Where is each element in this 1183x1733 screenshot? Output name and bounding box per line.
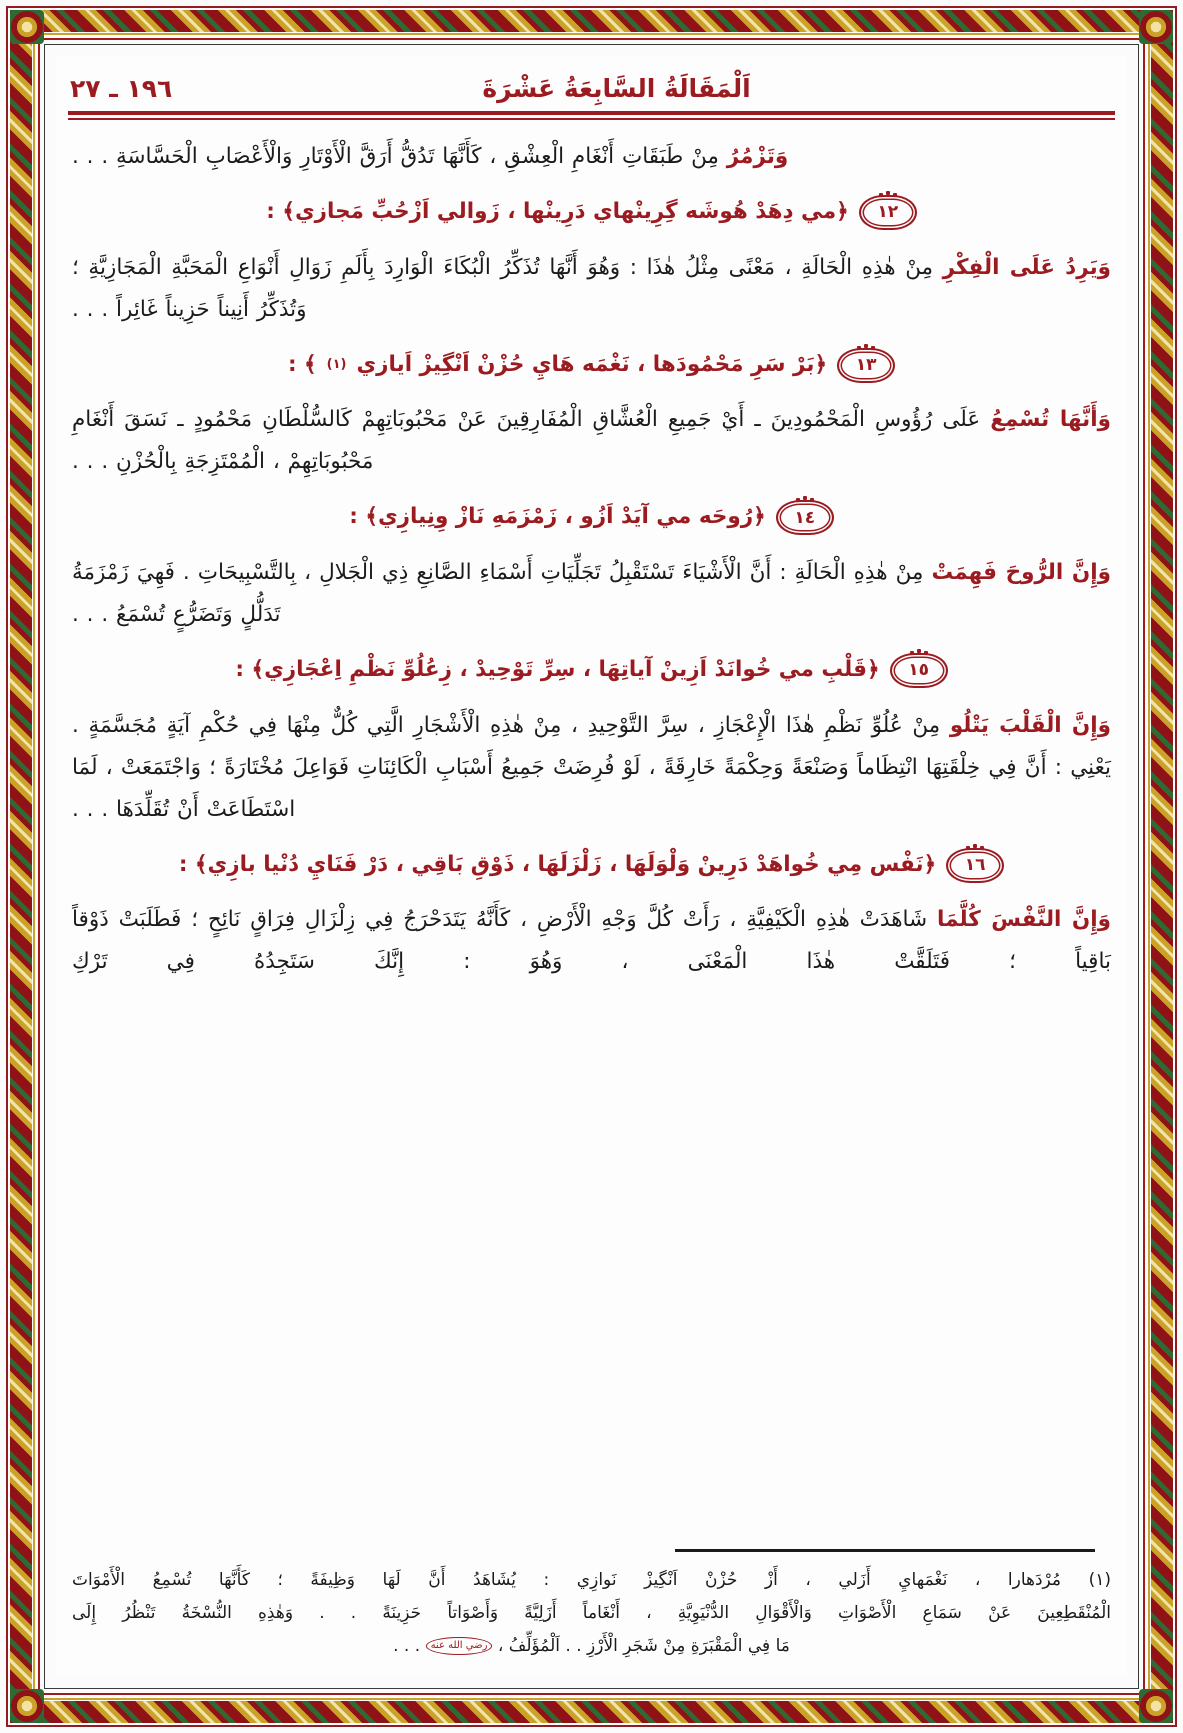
paragraph-lead: وَيَرِدُ عَلَى الْفِكْرِ xyxy=(942,254,1112,280)
paragraph-body: عَلَى رُؤُوسِ الْمَحْمُودِينَ ـ أَيْ جَمِيعِ الْعُشَّاقِ الْمُفَارِقِينَ عَنْ مَحْبُوبَاتِهِمْ كَالسُّلْطَانِ مَحْمُودٍ ـ نَسَقَ أَنْغَامِ مَحْبُوبَاتِهِمْ ، الْمُمْتَزِجَةِ بِالْحُزْنِ . . . xyxy=(72,407,991,475)
verse-number-badge: ١٣ xyxy=(837,348,895,383)
paragraph xyxy=(72,899,1111,983)
header-rule-thick xyxy=(68,111,1115,115)
paragraph-body: شَاهَدَتْ هٰذِهِ الْكَيْفِيَّةِ ، رَأَتْ كُلَّ وَجْهِ الْأَرْضِ ، كَأَنَّهُ يَتَدَحْرَجُ فِي زِلْزَالِ فِرَاقٍ نَائِحٍ ؛ فَطَلَبَتْ ذَوْقاً بَاقِياً ؛ فَتَلَقَّتْ هٰذَا الْمَعْنَى ، وَهُوَ : إِنَّكَ سَتَجِدُهُ فِي تَرْكِ xyxy=(72,907,1111,975)
paragraph-body: مِنْ عُلُوِّ نَظْمِ هٰذَا الْإِعْجَازِ ، سِرَّ التَّوْحِيدِ ، مِنْ هٰذِهِ الْأَشْجَارِ الَّتِي كُلٌّ مِنْهَا فِي حُكْمِ آيَةٍ مُجَسَّمَةٍ . يَعْنِي : أَنَّ فِي خِلْقَتِهَا انْتِظَاماً وَصَنْعَةً وَحِكْمَةً خَارِقَةً ، لَوْ فُرِضَتْ جَمِيعُ أَسْبَابِ الْكَائِنَاتِ فَوَاعِلَ مُخْتَارَةً ؛ وَاجْتَمَعَتْ ، لَمَا اسْتَطَاعَتْ أَنْ تُقَلِّدَهَا . . . xyxy=(72,712,1111,822)
verse-line xyxy=(72,650,1111,691)
corner-rosette-top-left xyxy=(1139,10,1173,44)
paragraph xyxy=(72,552,1111,636)
page-content xyxy=(56,56,1127,1677)
footnote-line: الْمُنْقَطِعِينَ عَنْ سَمَاعِ الْأَصْوَاتِ وَالْأَقْوَالِ الدُّنْيَوِيَّةِ ، أَنْغَاماً أَزَلِيَّةً وَأَصْوَاتاً حَزِينَةً . . وَهٰذِهِ النُّسْخَةُ تَنْظُرُ إِلَى xyxy=(72,1602,1111,1623)
verse-line xyxy=(72,845,1111,886)
verse-number-badge: ١٢ xyxy=(859,195,917,230)
paragraph-lead: وَإِنَّ الرُّوحَ فَهِمَتْ xyxy=(931,560,1111,586)
paragraph-body: مِنْ هٰذِهِ الْحَالَةِ ، مَعْنًى مِثْلُ هٰذَا : وَهُوَ أَنَّهَا تُذَكِّرُ الْبُكَاءَ الْوَارِدَ بِأَلَمِ زَوَالِ أَنْوَاعِ الْمَحَبَّةِ الْمَجَازِيَّةِ ؛ وَتُذَكِّرُ أَنِيناً حَزِيناً غَائِراً . . . xyxy=(72,254,943,322)
seal-icon: رضي الله عنه xyxy=(426,1637,493,1655)
verse-number-badge: ١٥ xyxy=(890,653,948,688)
paragraph-lead: وَأَنَّهَا تُسْمِعُ xyxy=(990,407,1111,433)
verse-text: ﴿مي دِهَدْ هُوشَه گِرِينْهاي دَرِينْها ، زَوالي اَزْحُبِّ مَجازي﴾ : xyxy=(266,198,849,224)
verse-text: ﴿بَرْ سَرِ مَحْمُودَها ، نَغْمَه هَايِ حُزْنْ اَنْگِيزْ اَيازي xyxy=(356,351,828,377)
footnote-line: (١) مُرْدَهارا ، نَغْمَهايِ أَزَلي ، أَزْ حُزْنْ اَنْگِيزْ نَوازِي : يُشَاهَدُ أَنَّ لَهَا وَظِيفَةً ؛ كَأَنَّهَا تُسْمِعُ الْأَمْوَاتَ xyxy=(72,1569,1111,1590)
footnote-tail: . . . xyxy=(393,1635,421,1656)
corner-rosette-bottom-right xyxy=(10,1689,44,1723)
corner-rosette-top-right xyxy=(10,10,44,44)
footnote-zone xyxy=(72,1549,1111,1663)
paragraph xyxy=(72,247,1111,331)
verse-text: ﴿رُوحَه مي آيَدْ اَزُو ، زَمْزَمَهِ نَازْ وِنِيازِي﴾ : xyxy=(349,504,766,530)
verse-text: ﴿قَلْبِ مي خُوانَدْ اَزِينْ آياتِهَا ، سِرِّ تَوْحِيدْ ، زِعُلُوِّ نَظْمِ اِعْجَازِي﴾ : xyxy=(235,656,880,682)
corner-rosette-bottom-left xyxy=(1139,1689,1173,1723)
header-divider xyxy=(68,111,1115,120)
paragraph-body: مِنْ طَبَقَاتِ أَنْغَامِ الْعِشْقِ ، كَأَنَّهَا تَدُقُّ أَرَقَّ الْأَوْتَارِ وَالْأَعْصَابِ الْحَسَّاسَةِ . . . xyxy=(72,144,727,169)
page-header xyxy=(56,56,1127,103)
verse-text-tail: ﴾ : xyxy=(287,351,317,377)
paragraph xyxy=(72,136,1111,178)
paragraph-lead: وَتَزْمُرُ xyxy=(726,144,789,169)
footnote-marker[interactable]: (١) xyxy=(326,356,347,372)
verse-number-badge: ١٦ xyxy=(946,848,1004,883)
footnote-line-text: مَا فِي الْمَقْبَرَةِ مِنْ شَجَرِ الْأَرْزِ . . اَلْمُؤَلِّفُ ، xyxy=(497,1635,790,1656)
page-title: اَلْمَقَالَةُ السَّابِعَةُ عَشْرَةَ xyxy=(482,74,751,103)
verse-line xyxy=(72,192,1111,233)
footnote-line-last xyxy=(72,1630,1111,1663)
paragraph-body: مِنْ هٰذِهِ الْحَالَةِ : أَنَّ الْأَشْيَاءَ تَسْتَقْبِلُ تَجَلِّيَاتِ أَسْمَاءِ الصَّانِعِ ذِي الْجَلالِ ، بِالتَّسْبِيحَاتِ . فَهِيَ زَمْزَمَةُ تَدَلُّلٍ وَتَضَرُّعٍ تُسْمَعُ . . . xyxy=(72,560,932,628)
body-text-area xyxy=(56,120,1127,983)
paragraph-lead: وَإِنَّ الْقَلْبَ يَتْلُو xyxy=(949,712,1111,738)
verse-text: ﴿نَفْس مِي خُواهَدْ دَرِينْ وَلْوَلَهَا ، زَلْزَلَهَا ، ذَوْقِ بَاقِي ، دَرْ فَنَايِ دُنْيا بازِي﴾ : xyxy=(178,851,937,877)
verse-line xyxy=(72,345,1111,386)
paragraph xyxy=(72,705,1111,831)
verse-number-badge: ١٤ xyxy=(776,500,834,535)
footnote-separator xyxy=(675,1549,1095,1552)
page-number: ١٩٦ ـ ٢٧ xyxy=(70,74,173,103)
verse-line xyxy=(72,497,1111,538)
paragraph-lead: وَإِنَّ النَّفْسَ كُلَّمَا xyxy=(937,907,1112,933)
paragraph xyxy=(72,399,1111,483)
